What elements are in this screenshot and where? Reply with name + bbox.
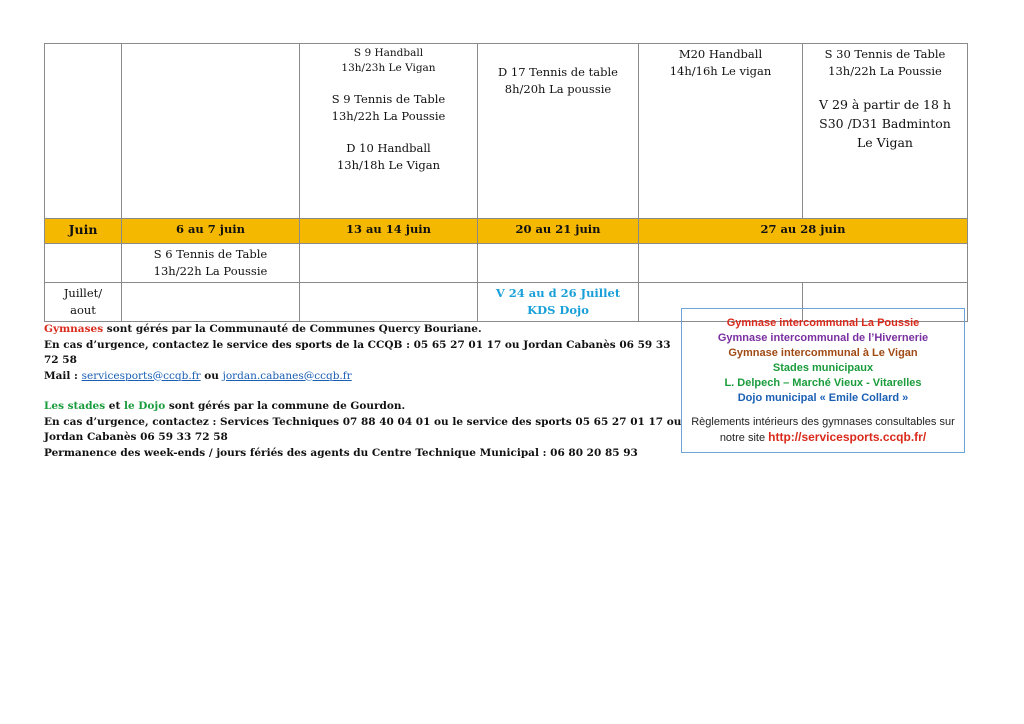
event-line: S30 /D31 Badminton	[819, 116, 951, 131]
table-cell	[45, 244, 122, 283]
month-header-row	[45, 219, 968, 244]
event-line: 8h/20h La poussie	[504, 82, 612, 96]
legend-item: Stades municipaux	[772, 362, 874, 374]
event-line: V 24 au d 26 Juillet	[495, 286, 621, 300]
info-text: et	[105, 400, 124, 412]
info-text: sont gérés par la Communauté de Communes Quercy Bouriane.	[103, 323, 482, 335]
info-text: sont gérés par la commune de Gourdon.	[165, 400, 406, 412]
week-header: 20 au 21 juin	[478, 219, 639, 244]
info-paragraph: En cas d’urgence, contactez le service des sports de la CCQB : 05 65 27 01 17 ou Jordan Cabanès 06 59 33 72 58	[44, 338, 671, 366]
event-line: M20 Handball	[678, 47, 763, 61]
table-cell	[478, 44, 639, 219]
event-line: 13h/22h La Poussie	[331, 109, 446, 123]
event-line: 13h/23h Le Vigan	[341, 62, 436, 74]
event-line: 14h/16h Le vigan	[669, 64, 772, 78]
legend-item: L. Delpech – Marché Vieux - Vitarelles	[724, 377, 922, 389]
table-cell	[122, 44, 300, 219]
dojo-label: le Dojo	[123, 400, 166, 412]
email-link[interactable]: jordan.cabanes@ccqb.fr	[222, 369, 352, 382]
event-line: S 6 Tennis de Table	[153, 247, 268, 261]
contact-info	[44, 322, 684, 461]
event-line: D 10 Handball	[346, 141, 431, 155]
table-cell	[639, 244, 968, 283]
week-header: 13 au 14 juin	[300, 219, 478, 244]
legend-item: Gymnase intercommunal La Poussie	[726, 317, 920, 329]
legend-item: Dojo municipal « Emile Collard »	[737, 392, 909, 404]
event-line: KDS Dojo	[527, 303, 589, 317]
month-label: Juin	[45, 219, 122, 244]
table-cell	[478, 283, 639, 322]
table-row	[45, 44, 968, 219]
week-header: 27 au 28 juin	[639, 219, 968, 244]
info-paragraph: En cas d’urgence, contactez : Services Techniques 07 88 40 04 01 ou le service des sports 05 65 27 01 17 ou Jordan Cabanès 06 59 33 72 58	[44, 415, 682, 443]
gymnases-label: Gymnases	[44, 323, 104, 335]
event-line: S 9 Tennis de Table	[331, 92, 446, 106]
event-line: S 30 Tennis de Table	[824, 47, 946, 61]
event-line: S 9 Handball	[353, 47, 424, 59]
table-cell	[300, 283, 478, 322]
table-cell	[122, 244, 300, 283]
info-paragraph: Permanence des week-ends / jours fériés des agents du Centre Technique Municipal : 06 80 20 85 93	[44, 446, 638, 459]
info-paragraph	[44, 322, 684, 338]
event-line: 13h/22h La Poussie	[153, 264, 268, 278]
month-label-line: aout	[70, 303, 96, 317]
website-link[interactable]: http://servicesports.ccqb.fr/	[768, 430, 927, 444]
month-label-line: Juillet/	[63, 286, 103, 300]
venue-legend	[681, 308, 965, 453]
event-line: 13h/18h Le Vigan	[336, 158, 441, 172]
info-text: ou	[200, 369, 223, 382]
table-cell	[300, 44, 478, 219]
week-header: 6 au 7 juin	[122, 219, 300, 244]
info-paragraph	[44, 399, 684, 415]
table-cell	[45, 44, 122, 219]
table-cell	[300, 244, 478, 283]
table-cell	[122, 283, 300, 322]
table-cell	[803, 44, 968, 219]
legend-item: Gymnase intercommunal à Le Vigan	[728, 347, 918, 359]
event-line: D 17 Tennis de table	[498, 65, 618, 79]
legend-item: Gymnase intercommunal de l’Hivernerie	[717, 332, 929, 344]
info-paragraph	[44, 369, 684, 385]
table-row	[45, 244, 968, 283]
info-text: Mail :	[44, 369, 82, 382]
table-cell	[639, 44, 803, 219]
event-line: V 29 à partir de 18 h	[818, 97, 951, 112]
schedule-table	[44, 43, 968, 322]
month-label	[45, 283, 122, 322]
stades-label: Les stades	[44, 400, 106, 412]
table-cell	[478, 244, 639, 283]
event-line: 13h/22h La Poussie	[828, 64, 942, 78]
legend-note	[682, 415, 964, 446]
legend-note-text: Règlements intérieurs des gymnases consultables sur notre site	[691, 416, 955, 444]
email-link[interactable]: servicesports@ccqb.fr	[81, 369, 201, 382]
event-line: Le Vigan	[857, 135, 913, 150]
